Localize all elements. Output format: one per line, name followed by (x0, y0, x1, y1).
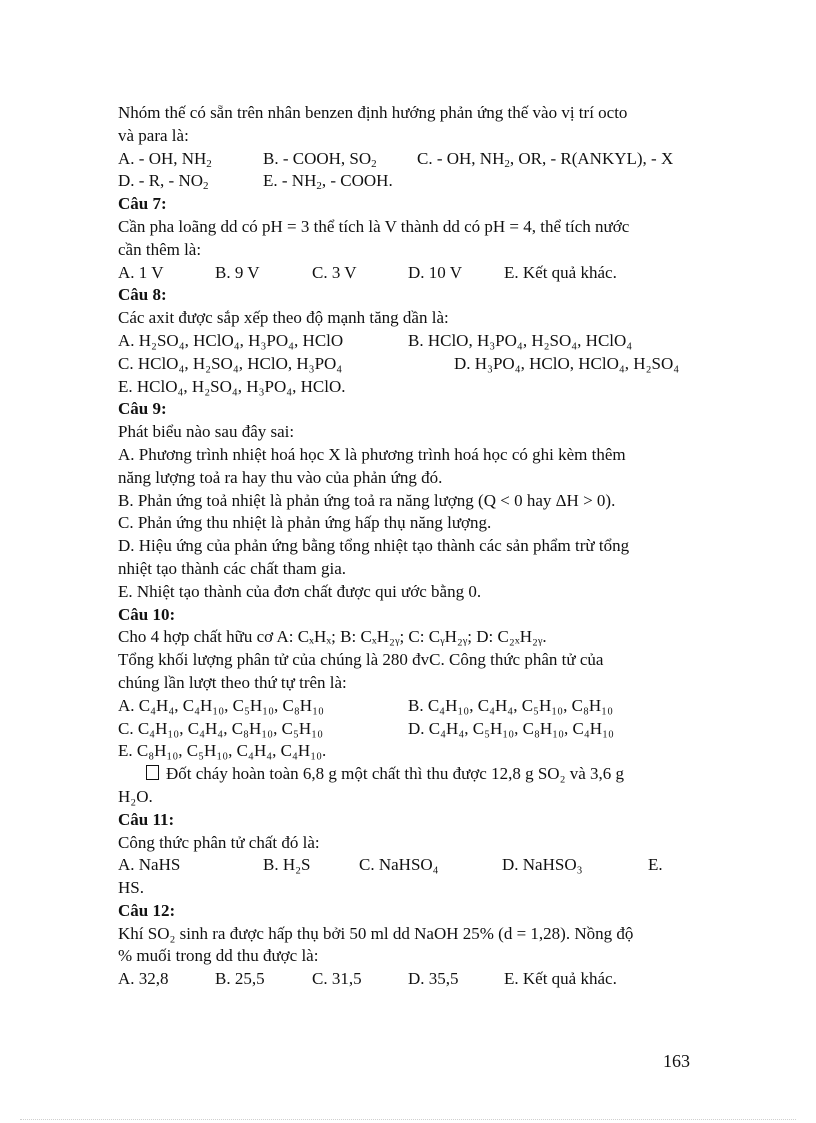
combustion-line-2: H₂O. (118, 786, 153, 806)
q8-option-b: B. HClO, H₃PO₄, H₂SO₄, HClO₄ (408, 330, 633, 350)
q11-option-a: A. NaHS (118, 855, 181, 875)
q9-option-e: E. Nhiệt tạo thành của đơn chất được qui ước bằng 0. (118, 581, 482, 601)
q7-option-d: D. 10 V (408, 262, 462, 282)
question-10-text-3: chúng lần lượt theo thứ tự trên là: (118, 672, 347, 692)
q8-option-e: E. HClO₄, H₂SO₄, H₃PO₄, HClO. (118, 376, 346, 396)
question-10-text-1: Cho 4 hợp chất hữu cơ A: CₓHₓ; B: CₓH₂ᵧ; C: CᵧH₂ᵧ; D: C₂ₓH₂ᵧ. (118, 627, 547, 647)
question-11-text: Công thức phân tử chất đó là: (118, 832, 320, 852)
q10-option-d: D. C₄H₄, C₅H₁₀, C₈H₁₀, C₄H₁₀ (408, 718, 614, 738)
intro-options-row-1 (118, 148, 700, 171)
question-7-options (118, 262, 700, 285)
question-12-heading: Câu 12: (118, 900, 176, 920)
q11-option-b: B. H₂S (263, 855, 311, 875)
q9-option-a-line-1: A. Phương trình nhiệt hoá học X là phương trình hoá học có ghi kèm thêm (118, 444, 626, 464)
q7-option-a: A. 1 V (118, 262, 164, 282)
question-9-text: Phát biểu nào sau đây sai: (118, 422, 295, 442)
page-content (118, 102, 700, 991)
q9-option-d-line-1: D. Hiệu ứng của phản ứng bằng tổng nhiệt tạo thành các sản phẩm trừ tổng (118, 536, 630, 556)
checkbox-square-icon (146, 765, 159, 780)
q8-options-row-1 (118, 330, 700, 353)
q7-option-e: E. Kết quả khác. (504, 262, 617, 282)
intro-option-e: E. - $NH_2$, - COOH. (263, 171, 393, 193)
question-8-text: Các axit được sắp xếp theo độ mạnh tăng dần là: (118, 308, 449, 328)
q9-option-c: C. Phản ứng thu nhiệt là phản ứng hấp thụ năng lượng. (118, 513, 492, 533)
footer-divider (20, 1119, 796, 1120)
question-7-text-2: cần thêm là: (118, 239, 202, 259)
q11-option-e-cont: HS. (118, 878, 144, 898)
q8-option-a: A. H₂SO₄, HClO₄, H₃PO₄, HClO (118, 330, 344, 350)
intro-option-b: B. - COOH, $SO_2$ (263, 148, 377, 170)
q8-option-c: C. HClO₄, H₂SO₄, HClO, H₃PO₄ (118, 353, 343, 373)
question-11-options (118, 854, 700, 877)
question-7-text-1: Cần pha loãng dd có pH = 3 thể tích là V thành dd có pH = 4, thể tích nước (118, 216, 630, 236)
q8-option-d: D. H₃PO₄, HClO, HClO₄, H₂SO₄ (454, 353, 680, 373)
question-12-options (118, 968, 700, 991)
intro-option-c: C. - OH, $NH_2$, OR, - R(ANKYL), - X (417, 148, 674, 170)
combustion-text: Đốt cháy hoàn toàn 6,8 g một chất thì thu được 12,8 g SO₂ và 3,6 g (166, 764, 625, 784)
q7-option-b: B. 9 V (215, 262, 260, 282)
q11-option-d: D. NaHSO₃ (502, 855, 583, 875)
q7-option-c: C. 3 V (312, 262, 357, 282)
q10-option-a: A. C₄H₄, C₄H₁₀, C₅H₁₀, C₈H₁₀ (118, 695, 324, 715)
q10-options-row-1 (118, 695, 700, 718)
q10-option-b: B. C₄H₁₀, C₄H₄, C₅H₁₀, C₈H₁₀ (408, 695, 613, 715)
intro-line-1: Nhóm thế có sẵn trên nhân benzen định hướng phản ứng thế vào vị trí octo (118, 103, 628, 122)
page-number: 163 (663, 1051, 690, 1071)
question-12-text-2: % muối trong dd thu được là: (118, 946, 319, 966)
question-8-heading: Câu 8: (118, 285, 167, 305)
q8-options-row-2 (118, 353, 700, 376)
combustion-line-1 (118, 763, 700, 786)
question-12-text-1: Khí SO₂ sinh ra được hấp thụ bởi 50 ml dd NaOH 25% (d = 1,28). Nồng độ (118, 923, 634, 943)
q9-option-d-line-2: nhiệt tạo thành các chất tham gia. (118, 558, 346, 578)
question-11-heading: Câu 11: (118, 809, 175, 829)
intro-option-a: A. - OH, $NH_2$ (118, 148, 212, 170)
q10-options-row-2 (118, 718, 700, 741)
q9-option-b: B. Phản ứng toả nhiệt là phản ứng toả ra năng lượng (Q < 0 hay ΔH > 0). (118, 490, 616, 510)
intro-option-d: D. - R, - $NO_2$ (118, 171, 209, 193)
q12-option-a: A. 32,8 (118, 969, 169, 989)
intro-line-2: và para là: (118, 125, 189, 145)
q12-option-d: D. 35,5 (408, 969, 459, 989)
q10-option-c: C. C₄H₁₀, C₄H₄, C₈H₁₀, C₅H₁₀ (118, 718, 323, 738)
question-10-heading: Câu 10: (118, 604, 176, 624)
q10-option-e: E. C₈H₁₀, C₅H₁₀, C₄H₄, C₄H₁₀. (118, 741, 327, 761)
q11-option-c: C. NaHSO₄ (359, 855, 439, 875)
question-9-heading: Câu 9: (118, 399, 167, 419)
question-10-text-2: Tổng khối lượng phân tử của chúng là 280 đvC. Công thức phân tử của (118, 650, 604, 670)
q12-option-c: C. 31,5 (312, 969, 362, 989)
q11-option-e: E. (648, 855, 663, 875)
q9-option-a-line-2: năng lượng toả ra hay thu vào của phản ứng đó. (118, 467, 443, 487)
q12-option-e: E. Kết quả khác. (504, 969, 617, 989)
q12-option-b: B. 25,5 (215, 969, 265, 989)
question-7-heading: Câu 7: (118, 194, 167, 214)
intro-options-row-2 (118, 170, 700, 193)
